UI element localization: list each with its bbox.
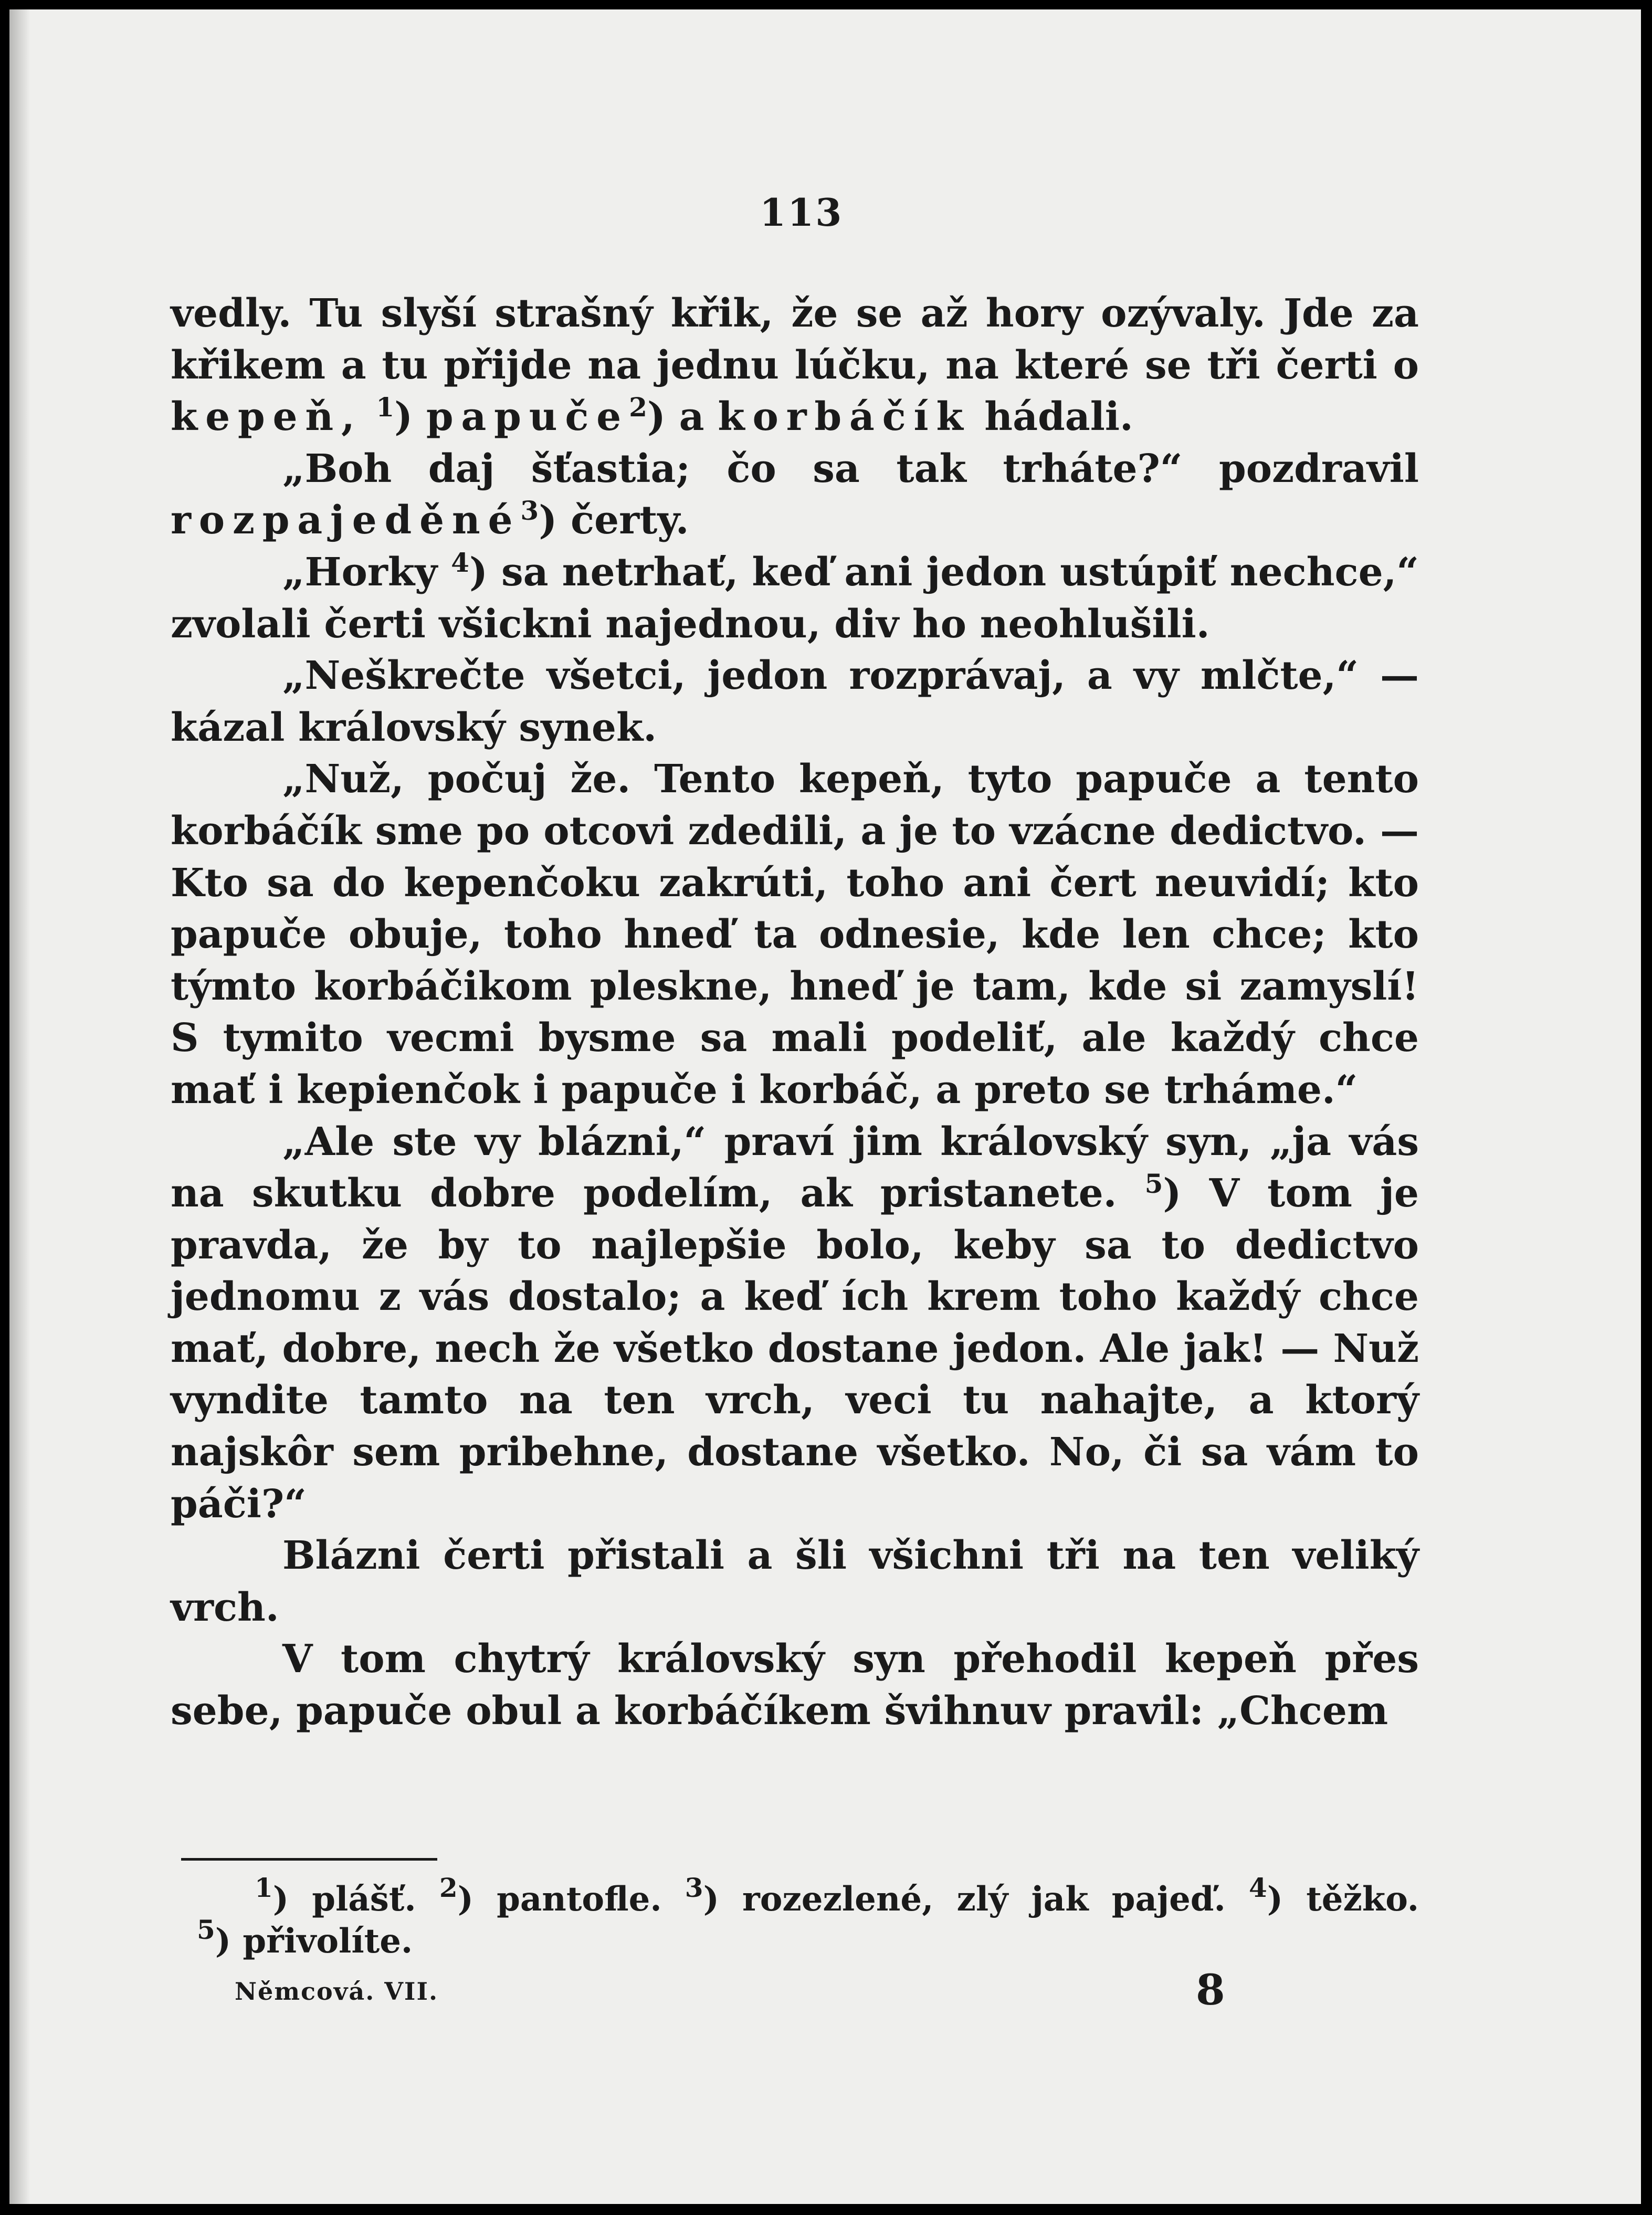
- footnote-1-text: ) plášť.: [272, 1880, 416, 1919]
- footnotes-line-2: [171, 1914, 1419, 1962]
- paragraph-3-text-b: ) sa netrhať, keď ani jedon ustúpiť nechce,“ zvolali čerti všickni najednou, div ho neohlušili.: [171, 549, 1419, 647]
- body-text: [171, 288, 1419, 1737]
- paragraph-8: V tom chytrý královský syn přehodil kepeň přes sebe, papuče obul a korbáčíkem švihnuv pravil: „Chcem: [171, 1636, 1419, 1734]
- paragraph-1-text-a: vedly. Tu slyší strašný křik, že se až hory ozývaly. Jde za křikem a tu přijde na jednu lúčku, na které se tři čerti o: [171, 291, 1419, 388]
- footnote-4-text: ) těžko.: [1267, 1880, 1419, 1919]
- footnote-5-marker: 5: [197, 1914, 215, 1945]
- footnote-5-text: ) přivolíte.: [215, 1922, 413, 1961]
- paragraph-2-text-a: „Boh daj šťastia; čo sa tak trháte?“ pozdravil: [282, 446, 1419, 491]
- gutter-shadow: [9, 9, 30, 2204]
- paragraph-2: [171, 443, 1419, 547]
- paragraph-6-text-b: ) V tom je pravda, že by to najlepšie bolo, keby sa to dedictvo jednomu z vás dostalo; a keď ích krem toho každý chce mať, dobre, nech že všetko dostane jedon. Ale jak! — Nuž vyndite tamto na ten vrch, veci tu nahajte, a ktorý najskôr sem pribehne, dostane všetko. No, či sa vám to páči?“: [171, 1171, 1419, 1527]
- book-page: [9, 9, 1641, 2204]
- term-papuce: papuče: [426, 394, 629, 440]
- paragraph-6-text-a: „Ale ste vy blázni,“ praví jim královský syn, „ja vás na skutku dobre podelím, ak pristanete.: [171, 1119, 1419, 1216]
- paragraph-1: vedly. Tu slyší strašný křik, že se až hory ozývaly. Jde za křikem a tu přijde na jednu lúčku, na které se tři čerti o kepeň, $^1$) papuče$^2$) a korbáčík hádali.: [171, 291, 1419, 440]
- paragraph-5: „Nuž, počuj že. Tento kepeň, tyto papuče a tento korbáčík sme po otcovi zdedili, a je to vzácne dedictvo. — Kto sa do kepenčoku zakrúti, toho ani čert neuvidí; kto papuče obuje, toho hneď ta odnesie, kde len chce; kto týmto korbáčikom pleskne, hneď je tam, kde si zamyslí! S tymito vecmi bysme sa mali podeliť, ale každý chce mať i kepienčok i papuče i korbáč, a preto se trháme.“: [171, 757, 1419, 1112]
- term-rozpajedene: rozpajeděné: [171, 498, 521, 543]
- footnote-1-marker: 1: [255, 1872, 273, 1903]
- paragraph-7: Blázni čerti přistali a šli všichni tři na ten veliký vrch.: [171, 1533, 1419, 1630]
- footnote-3-text: ) rozezlené, zlý jak pajeď.: [703, 1880, 1226, 1919]
- paragraph-6: [171, 1116, 1419, 1530]
- term-kepen: kepeň,: [171, 394, 363, 440]
- footnote-ref-2: 2: [629, 392, 647, 423]
- paragraph-3-text-a: „Horky: [282, 549, 451, 595]
- footnotes: [171, 1872, 1419, 1962]
- paragraph-1-text-b: ) a: [647, 394, 718, 440]
- paragraph-2-text-b: ) čerty.: [539, 498, 689, 543]
- paragraph-1-text-c: hádali.: [971, 394, 1133, 440]
- paragraph-4: „Neškrečte všetci, jedon rozprávaj, a vy mlčte,“ — kázal královský synek.: [171, 653, 1419, 750]
- paragraph-3: [171, 547, 1419, 650]
- footnote-2-marker: 2: [439, 1872, 458, 1903]
- footnote-4-marker: 4: [1249, 1872, 1267, 1903]
- footnote-rule: [181, 1858, 437, 1861]
- footnote-ref-1: 1: [376, 392, 395, 423]
- sheet-number: 8: [1196, 1965, 1225, 2014]
- page-number: 113: [760, 190, 844, 235]
- footnote-2-text: ) pantofle.: [457, 1880, 662, 1919]
- printer-signature: Němcová. VII.: [235, 1977, 438, 2006]
- footnote-ref-4: 4: [451, 547, 469, 578]
- term-korbacik: korbáčík: [718, 394, 971, 440]
- footnote-3-marker: 3: [685, 1872, 703, 1903]
- footnotes-line-1: [171, 1872, 1419, 1920]
- footnote-ref-3: 3: [520, 495, 539, 527]
- footnote-ref-5: 5: [1144, 1168, 1163, 1200]
